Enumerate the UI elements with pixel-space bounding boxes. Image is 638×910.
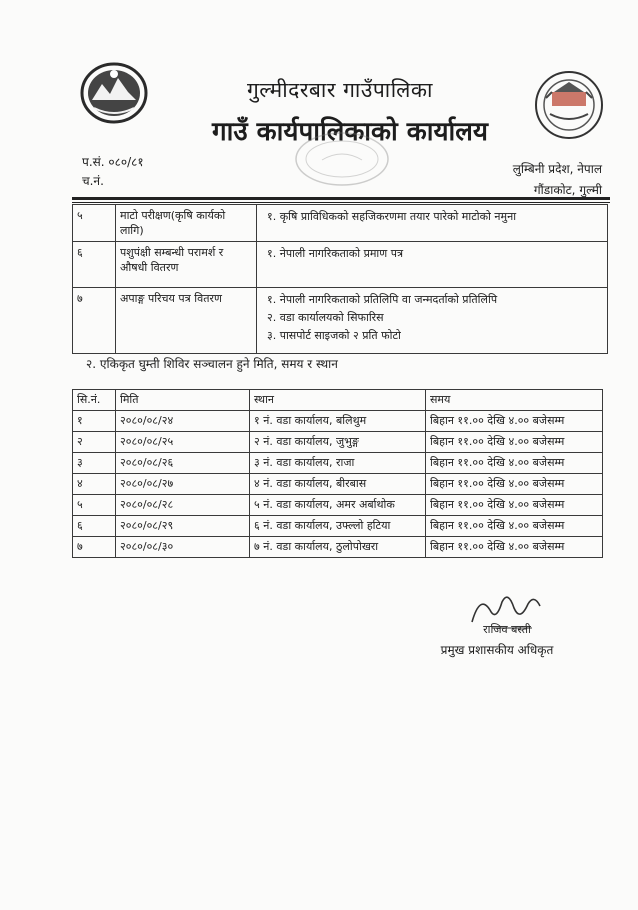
province: लुम्बिनी प्रदेश, नेपाल — [512, 162, 602, 176]
cell-date: २०८०/०८/२४ — [116, 411, 250, 432]
document-item: १. नेपाली नागरिकताको प्रमाण पत्र — [267, 247, 404, 260]
cell-date: २०८०/०८/३० — [116, 537, 250, 558]
cell-place: ५ नं. वडा कार्यालय, अमर अर्बाथोक — [250, 495, 426, 516]
cell-place: १ नं. वडा कार्यालय, बलिथुम — [250, 411, 426, 432]
table-row — [73, 242, 608, 288]
cell-date: २०८०/०८/२९ — [116, 516, 250, 537]
document-item: २. वडा कार्यालयको सिफारिस — [267, 311, 384, 324]
municipality-logo-icon — [534, 70, 604, 140]
cell-sn: ५ — [73, 495, 116, 516]
office-stamp-icon — [292, 130, 392, 188]
cell-sn: ७ — [73, 537, 116, 558]
column-header: समय — [426, 390, 603, 411]
cell-time: बिहान ११.०० देखि ४.०० बजेसम्म — [426, 432, 603, 453]
table-header-row — [73, 390, 603, 411]
nepal-emblem-icon — [80, 62, 148, 124]
cell-place: ३ नं. वडा कार्यालय, राजा — [250, 453, 426, 474]
table-row — [73, 495, 603, 516]
cell-time: बिहान ११.०० देखि ४.०० बजेसम्म — [426, 537, 603, 558]
cell-place: ६ नं. वडा कार्यालय, उफ्ल्लो हटिया — [250, 516, 426, 537]
cell-time: बिहान ११.०० देखि ४.०० बजेसम्म — [426, 495, 603, 516]
cell-sn: ३ — [73, 453, 116, 474]
column-header: स्थान — [250, 390, 426, 411]
cell-time: बिहान ११.०० देखि ४.०० बजेसम्म — [426, 411, 603, 432]
cell-time: बिहान ११.०० देखि ४.०० बजेसम्म — [426, 516, 603, 537]
document-item: १. कृषि प्राविधिकको सहजिकरणमा तयार पारेको माटोको नमुना — [267, 210, 517, 223]
cell-time: बिहान ११.०० देखि ४.०० बजेसम्म — [426, 474, 603, 495]
service-docs — [257, 242, 608, 288]
cell-date: २०८०/०८/२६ — [116, 453, 250, 474]
table-row — [73, 453, 603, 474]
cell-place: ४ नं. वडा कार्यालय, बीरबास — [250, 474, 426, 495]
table-row — [73, 537, 603, 558]
header-divider-thin — [72, 202, 610, 203]
service-sn: ५ — [73, 205, 116, 242]
address: गौंडाकोट, गुल्मी — [533, 183, 602, 197]
cell-sn: २ — [73, 432, 116, 453]
signatory-title: प्रमुख प्रशासकीय अधिकृत — [440, 643, 554, 657]
column-header: मिति — [116, 390, 250, 411]
service-name: पशुपंक्षी सम्बन्धी परामर्श र औषधी वितरण — [116, 242, 257, 288]
service-docs — [257, 288, 608, 354]
cell-date: २०८०/०८/२५ — [116, 432, 250, 453]
service-name: अपाङ्ग परिचय पत्र वितरण — [116, 288, 257, 354]
service-name: माटो परीक्षण(कृषि कार्यको लागि) — [116, 205, 257, 242]
cell-sn: १ — [73, 411, 116, 432]
table-row — [73, 516, 603, 537]
cell-sn: ४ — [73, 474, 116, 495]
dispatch-number: च.नं. — [82, 174, 104, 188]
table-row — [73, 288, 608, 354]
document-item: ३. पासपोर्ट साइजको २ प्रति फोटो — [267, 329, 401, 342]
reference-number: प.सं. ०८०/८१ — [82, 155, 144, 169]
table-row — [73, 411, 603, 432]
table-row — [73, 205, 608, 242]
table-row — [73, 474, 603, 495]
section-heading: २. एकिकृत घुम्ती शिविर सञ्चालन हुने मिति, समय र स्थान — [86, 357, 338, 371]
document-item: १. नेपाली नागरिकताको प्रतिलिपि वा जन्मदर्ताको प्रतिलिपि — [267, 293, 498, 306]
cell-place: २ नं. वडा कार्यालय, जुभुङ्ग — [250, 432, 426, 453]
cell-date: २०८०/०८/२८ — [116, 495, 250, 516]
header-divider — [72, 197, 610, 200]
service-docs — [257, 205, 608, 242]
table-row — [73, 432, 603, 453]
cell-time: बिहान ११.०० देखि ४.०० बजेसम्म — [426, 453, 603, 474]
municipality-name: गुल्मीदरबार गाउँपालिका — [246, 78, 433, 102]
cell-sn: ६ — [73, 516, 116, 537]
column-header: सि.नं. — [73, 390, 116, 411]
service-sn: ६ — [73, 242, 116, 288]
service-table — [72, 204, 608, 354]
signatory-name: राजिव बस्ती — [483, 623, 531, 636]
cell-place: ७ नं. वडा कार्यालय, ठुलोपोखरा — [250, 537, 426, 558]
service-sn: ७ — [73, 288, 116, 354]
cell-date: २०८०/०८/२७ — [116, 474, 250, 495]
office-name: गाउँ कार्यपालिकाको कार्यालय — [212, 117, 488, 147]
camp-schedule-table — [72, 389, 603, 558]
